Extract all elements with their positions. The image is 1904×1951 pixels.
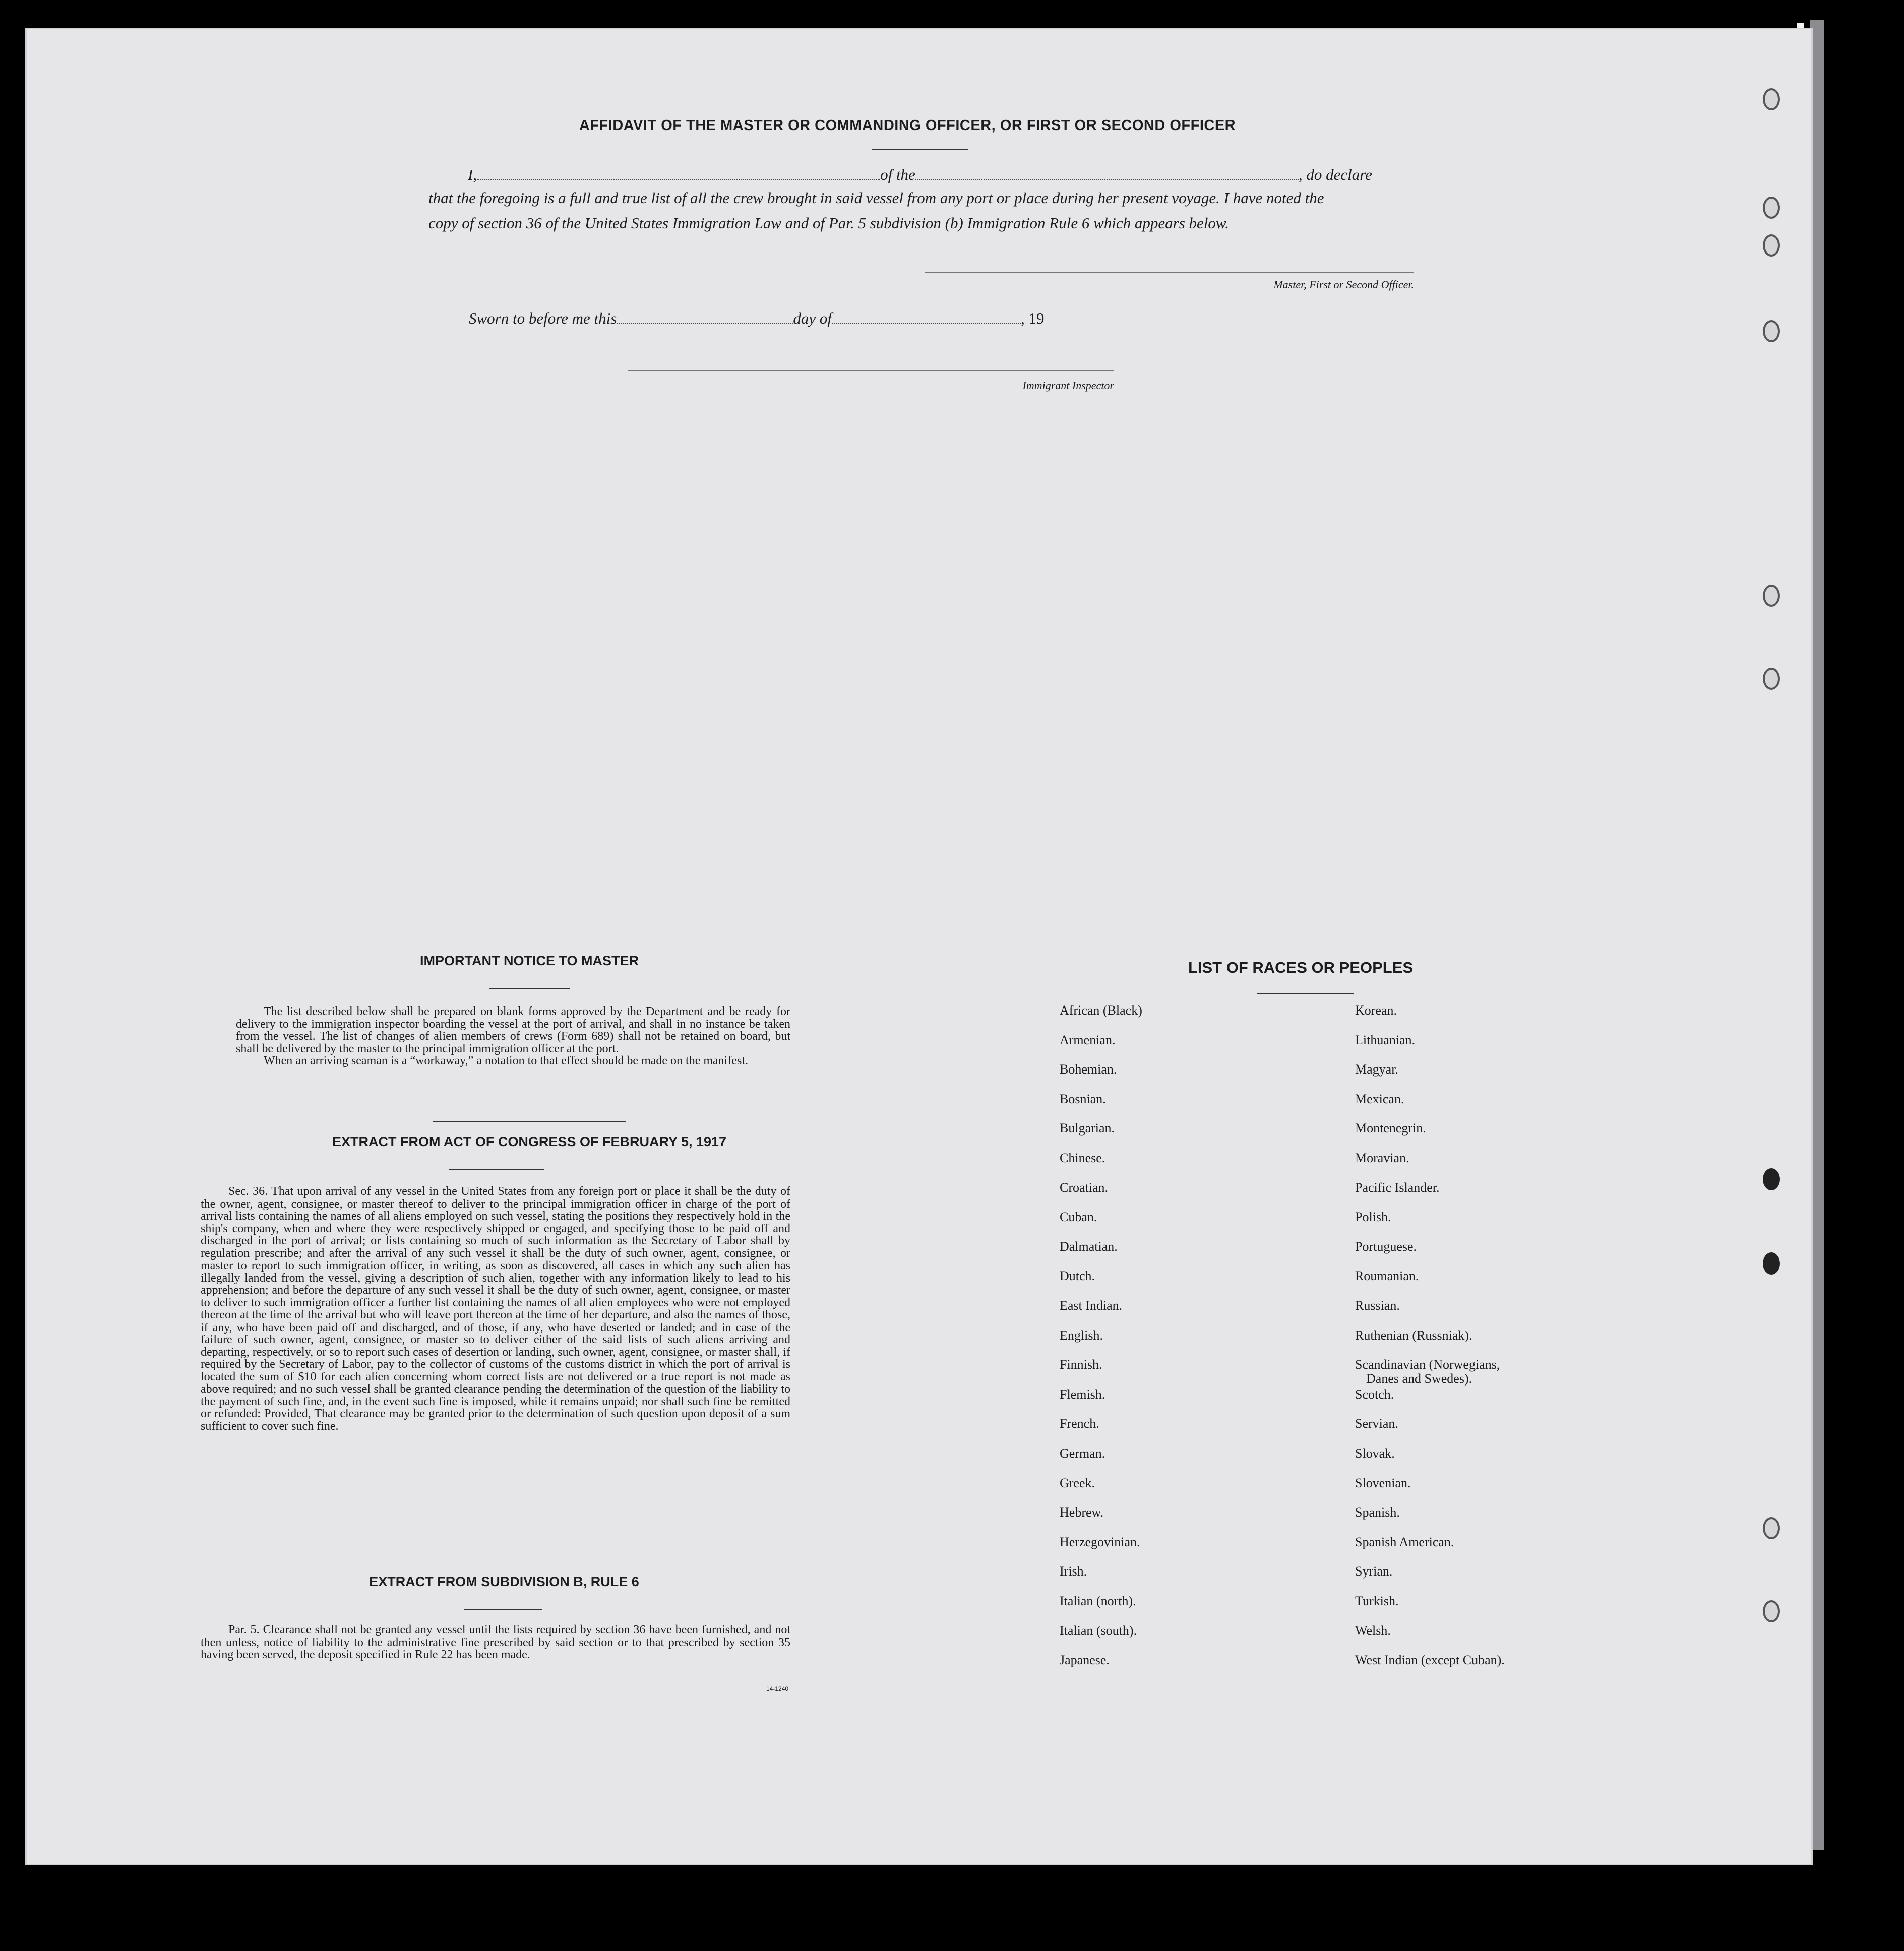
separator-rule (433, 1121, 626, 1122)
binder-hole (1763, 88, 1780, 110)
race-item: Welsh. (1355, 1623, 1391, 1638)
notice-title: IMPORTANT NOTICE TO MASTER (420, 953, 639, 968)
master-signature-line[interactable] (925, 272, 1414, 273)
race-item: German. (1060, 1446, 1105, 1461)
race-item: Magyar. (1355, 1062, 1398, 1077)
notice-rule (489, 988, 570, 989)
race-item: Slovak. (1355, 1446, 1395, 1461)
day-blank[interactable] (617, 319, 793, 324)
race-item: Montenegrin. (1355, 1121, 1426, 1136)
race-item: Italian (south). (1060, 1623, 1137, 1638)
affidavit-line-3: copy of section 36 of the United States Immigration Law and of Par. 5 subdivision (b) Immigration Rule 6 which appears below. (428, 214, 1230, 232)
race-item: Servian. (1355, 1416, 1398, 1431)
race-item: Danes and Swedes). (1366, 1371, 1472, 1387)
binder-hole (1763, 320, 1780, 342)
race-item: Turkish. (1355, 1594, 1399, 1608)
race-item: Spanish. (1355, 1505, 1400, 1520)
race-item: Lithuanian. (1355, 1032, 1416, 1047)
race-item: Mexican. (1355, 1091, 1404, 1106)
race-item: Armenian. (1060, 1032, 1116, 1047)
affidavit-line-1 (468, 162, 1416, 187)
extract-act-text (201, 1185, 790, 1432)
race-item: Italian (north). (1060, 1594, 1136, 1608)
race-item: Scotch. (1355, 1387, 1394, 1402)
race-item: West Indian (except Cuban). (1355, 1653, 1505, 1668)
races-left-column (1060, 1003, 1322, 1693)
paragraph-5-text: Par. 5. Clearance shall not be granted any vessel until the lists required by section 36 have been furnished, and not then unless, notice of liability to the administrative fine prescribed by said section or to that prescribed by section 35 having been served, the deposit specified in Rule 22 has been made. (201, 1623, 790, 1661)
race-item: Bulgarian. (1060, 1121, 1115, 1136)
section-36-text: Sec. 36. That upon arrival of any vessel in the United States from any foreign port or place it shall be the duty of the owner, agent, consignee, or master thereof to deliver to the principal immigration officer in charge of the port of arrival lists containing the names of all aliens employed on such vessel, stating the positions they respectively hold in the ship's company, when and where they were respectively shipped or engaged, and specifying those to be paid off and discharged in the port of arrival; or lists containing so much of such information as the Secretary of Labor shall by regulation prescribe; and after the arrival of any such vessel it shall be the duty of such owner, agent, consignee, or master to report to such immigration officer, in writing, as soon as discovered, all cases in which any such alien has illegally landed from the vessel, giving a description of such alien, together with any information likely to lead to his apprehension; and before the departure of any such vessel it shall be the duty of such owner, agent, consignee, or master to deliver to such immigration officer a further list containing the names of all alien employees who were not employed thereon at the time of the arrival but who will leave port thereon at the time of her departure, and also the names of those, if any, who have been paid off and discharged, and of those, if any, who have deserted or landed; and in case of the failure of such owner, agent, consignee, or master so to deliver either of the said lists of such aliens arriving and departing, respectively, or so to report such cases of desertion or landing, such owner, agent, consignee, or master shall, if required by the Secretary of Labor, pay to the collector of customs of the customs district in which the port of arrival is located the sum of $10 for each alien concerning whom correct lists are not delivered or a true report is not made as above required; and no such vessel shall be granted clearance pending the determination of the question of the liability to the payment of such fine, and, in the event such fine is imposed, while it remains unpaid; nor shall such fine be remitted or refunded: Provided, That clearance may be granted prior to the determination of such question upon deposit of a sum sufficient to cover such fine. (201, 1185, 790, 1433)
i-label: I, (468, 166, 477, 183)
notice-paragraph-2: When an arriving seaman is a “workaway,” a notation to that effect should be made on the manifest. (264, 1054, 748, 1067)
race-item: Portuguese. (1355, 1239, 1417, 1254)
race-item: African (Black) (1060, 1003, 1142, 1018)
race-item: Slovenian. (1355, 1475, 1411, 1490)
race-item: Croatian. (1060, 1180, 1109, 1195)
races-title: LIST OF RACES OR PEOPLES (1188, 959, 1414, 976)
extract-act-rule (449, 1169, 544, 1170)
of-label: of the (880, 166, 915, 183)
race-item: Pacific Islander. (1355, 1180, 1440, 1195)
race-item: Dutch. (1060, 1269, 1095, 1284)
race-item: Russian. (1355, 1298, 1400, 1313)
race-item: French. (1060, 1416, 1099, 1431)
race-item: Ruthenian (Russniak). (1355, 1328, 1472, 1343)
race-item: Hebrew. (1060, 1505, 1104, 1520)
race-item: Finnish. (1060, 1357, 1102, 1372)
notice-text (236, 1005, 790, 1067)
race-item: Scandinavian (Norwegians, (1355, 1357, 1500, 1372)
form-number: 14-1240 (766, 1685, 789, 1692)
binder-hole (1763, 234, 1780, 257)
race-item: Greek. (1060, 1475, 1095, 1490)
race-item: Syrian. (1355, 1564, 1393, 1579)
race-item: Spanish American. (1355, 1534, 1454, 1549)
binder-hole (1763, 197, 1780, 219)
inspector-label: Immigrant Inspector (1022, 379, 1114, 392)
race-item: Irish. (1060, 1564, 1087, 1579)
binder-hole (1763, 1517, 1780, 1539)
extract-act-title: EXTRACT FROM ACT OF CONGRESS OF FEBRUARY 5, 1917 (332, 1134, 727, 1149)
race-item: Cuban. (1060, 1210, 1097, 1225)
binder-hole (1763, 1600, 1780, 1622)
race-item: Roumanian. (1355, 1269, 1419, 1284)
race-item: East Indian. (1060, 1298, 1123, 1313)
binder-hole (1763, 1252, 1780, 1275)
race-item: Japanese. (1060, 1653, 1110, 1668)
race-item: Moravian. (1355, 1151, 1409, 1165)
name-blank[interactable] (477, 175, 880, 180)
affidavit-line-2: that the foregoing is a full and true list of all the crew brought in said vessel from any port or place during her present voyage. I have noted the (428, 189, 1324, 207)
extract-rule-title: EXTRACT FROM SUBDIVISION B, RULE 6 (369, 1574, 639, 1589)
sworn-line (469, 306, 1124, 331)
race-item: Herzegovinian. (1060, 1534, 1140, 1549)
extract-rule-text (201, 1624, 790, 1661)
race-item: Polish. (1355, 1210, 1391, 1225)
race-item: Chinese. (1060, 1151, 1105, 1165)
vessel-blank[interactable] (915, 175, 1299, 180)
binder-hole (1763, 668, 1780, 690)
extract-rule-rule (464, 1609, 542, 1610)
notice-paragraph-1: The list described below shall be prepared on blank forms approved by the Department and be ready for delivery to the immigration inspector boarding the vessel at the port of arrival, and shall in no instance be taken from the vessel. The list of changes of alien members of crews (Form 689) shall not be retained on board, but shall be delivered by the master to the principal immigration officer at the port. (236, 1005, 790, 1055)
race-item: Bosnian. (1060, 1091, 1106, 1106)
month-blank[interactable] (832, 319, 1021, 324)
affidavit-title: AFFIDAVIT OF THE MASTER OR COMMANDING OFFICER, OR FIRST OR SECOND OFFICER (579, 117, 1236, 134)
race-item: Dalmatian. (1060, 1239, 1118, 1254)
binder-hole (1763, 1168, 1780, 1190)
binder-hole (1763, 585, 1780, 607)
inspector-signature-line[interactable] (628, 370, 1114, 371)
races-right-column (1355, 1003, 1637, 1693)
race-item: Korean. (1355, 1003, 1397, 1018)
race-item: Flemish. (1060, 1387, 1105, 1402)
day-of-label: day of (793, 309, 832, 327)
master-label: Master, First or Second Officer. (1273, 278, 1414, 291)
sworn-label: Sworn to before me this (469, 309, 617, 327)
race-item: English. (1060, 1328, 1103, 1343)
title-rule (872, 149, 968, 150)
declare-label: , do declare (1298, 166, 1372, 183)
year-label: , 19 (1020, 309, 1045, 327)
race-item: Bohemian. (1060, 1062, 1117, 1077)
races-rule (1257, 993, 1354, 994)
